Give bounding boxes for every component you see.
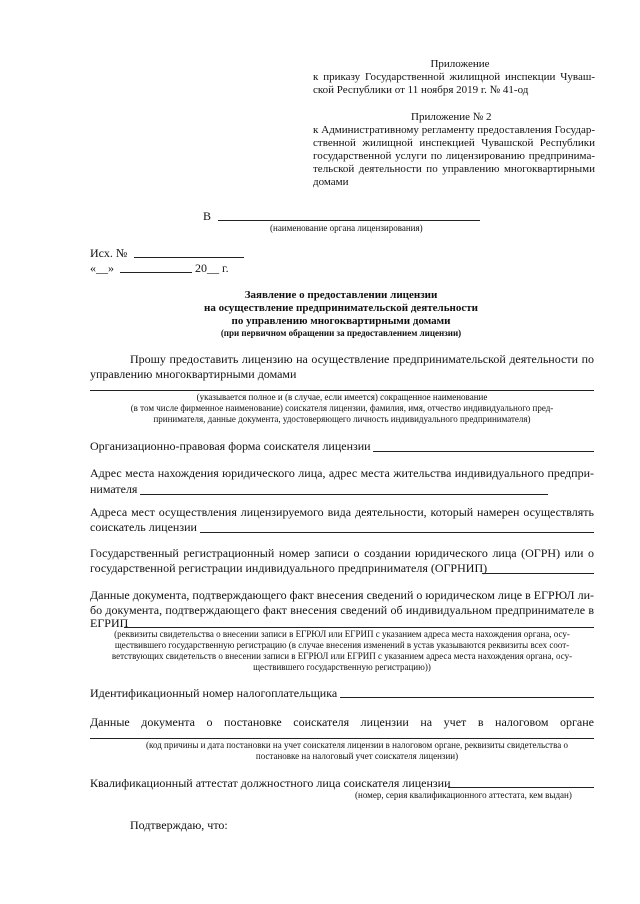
org-form-label: Организационно-правовая форма соискателя лицензии — [90, 439, 371, 453]
addressee-prefix: В — [203, 209, 212, 223]
address-line — [140, 494, 548, 495]
egr-hint-line2: ществившего государственную регистрацию (в случае внесения изменений в устав указываются реквизиты всех соот- — [114, 640, 570, 650]
egr-line1: Данные документа, подтверждающего факт внесения сведений о юридическом лице в ЕГРЮЛ ли- — [90, 588, 594, 602]
ogrn-line — [482, 573, 594, 574]
request-line2: управлению многоквартирными домами — [90, 367, 297, 381]
heading-line3: по управлению многоквартирными домами — [231, 315, 451, 327]
heading-line1: Заявление о предоставлении лицензии — [244, 289, 438, 301]
ogrn-line2: государственной регистрации индивидуального предпринимателя (ОГРНИП) — [90, 561, 488, 575]
tax-hint-line2: постановке на налоговый учет соискателя лицензии) — [255, 751, 459, 761]
egr-line — [124, 627, 594, 628]
inn-line — [340, 697, 594, 698]
inn-label: Идентификационный номер налогоплательщика — [90, 686, 338, 700]
tax-line — [90, 738, 594, 739]
tax-line1: Данные документа о постановке соискателя лицензии на учет в налоговом органе — [90, 715, 594, 729]
appendix1-line1: к приказу Государственной жилищной инспекции Чуваш- — [313, 71, 595, 83]
egr-hint-line4: ществившего государственную регистрацию)) — [253, 662, 431, 672]
outgoing-number-label: Исх. № — [90, 246, 128, 260]
address-line1: Адрес места нахождения юридического лица, адрес места жительства индивидуального предпри- — [90, 466, 594, 480]
qual-hint: (номер, серия квалификационного аттестата, кем выдан) — [355, 790, 572, 800]
appendix2-line5: домами — [313, 176, 349, 188]
heading-line2: на осуществление предпринимательской деятельности — [203, 302, 478, 314]
outgoing-date-open: «__» — [90, 261, 114, 275]
addressee-hint: (наименование органа лицензирования) — [270, 223, 423, 233]
name-hint-line2: (в том числе фирменное наименование) соискателя лицензии, фамилия, имя, отчество индивидуального пред- — [130, 403, 554, 413]
appendix2-line3: государственной услуги по лицензированию предпринима- — [313, 150, 595, 162]
appendix1-title: Приложение — [430, 58, 490, 70]
ogrn-line1: Государственный регистрационный номер записи о создании юридического лица (ОГРН) или о — [90, 546, 594, 560]
outgoing-date-year: 20__ г. — [195, 261, 229, 275]
heading-line4: (при первичном обращении за предоставлением лицензии) — [220, 328, 462, 338]
egr-hint-line1: (реквизиты свидетельства о внесении записи в ЕГРЮЛ или ЕГРИП с указанием адреса места нахождения органа, осу- — [114, 629, 570, 639]
org-form-line — [373, 451, 594, 452]
egr-line2: бо документа, подтверждающего факт внесения сведений об индивидуальном предпринимателе в — [90, 603, 594, 617]
activity-line — [200, 532, 594, 533]
addressee-line — [218, 220, 480, 221]
name-hint-line3: принимателя, данные документа, удостоверяющего личность индивидуального предпринимателя) — [153, 414, 531, 424]
appendix2-title: Приложение № 2 — [411, 111, 492, 123]
qual-line — [448, 787, 594, 788]
tax-hint-line1: (код причины и дата постановки на учет соискателя лицензии в налоговом органе, реквизиты свидетельства о — [146, 740, 568, 750]
confirm-text: Подтверждаю, что: — [130, 818, 228, 832]
outgoing-number-line — [134, 257, 244, 258]
request-line1: Прошу предоставить лицензию на осуществление предпринимательской деятельности по — [130, 352, 594, 366]
appendix2-line2: ственной жилищной инспекцией Чувашской Республики — [313, 137, 595, 149]
egr-line3: ЕГРИП — [90, 616, 129, 630]
address-line2: нимателя — [90, 482, 138, 496]
applicant-name-line — [90, 390, 594, 391]
activity-line1: Адреса мест осуществления лицензируемого вида деятельности, который намерен осуществлять — [90, 505, 594, 519]
activity-line2: соискатель лицензии — [90, 520, 197, 534]
appendix2-line4: тельской деятельности по управлению многоквартирными — [313, 163, 595, 175]
appendix2-line1: к Административному регламенту предоставления Государ- — [313, 124, 595, 136]
appendix1-line2: ской Республики от 11 ноября 2019 г. № 41-од — [313, 84, 529, 96]
qual-label: Квалификационный аттестат должностного лица соискателя лицензии — [90, 776, 451, 790]
egr-hint-line3: ветствующих свидетельств о внесении записи в ЕГРЮЛ или ЕГРИП с указанием адреса места нахождения органа, осу- — [111, 651, 573, 661]
name-hint-line1: (указывается полное и (в случае, если имеется) сокращенное наименование — [196, 392, 488, 402]
outgoing-date-line — [120, 272, 192, 273]
